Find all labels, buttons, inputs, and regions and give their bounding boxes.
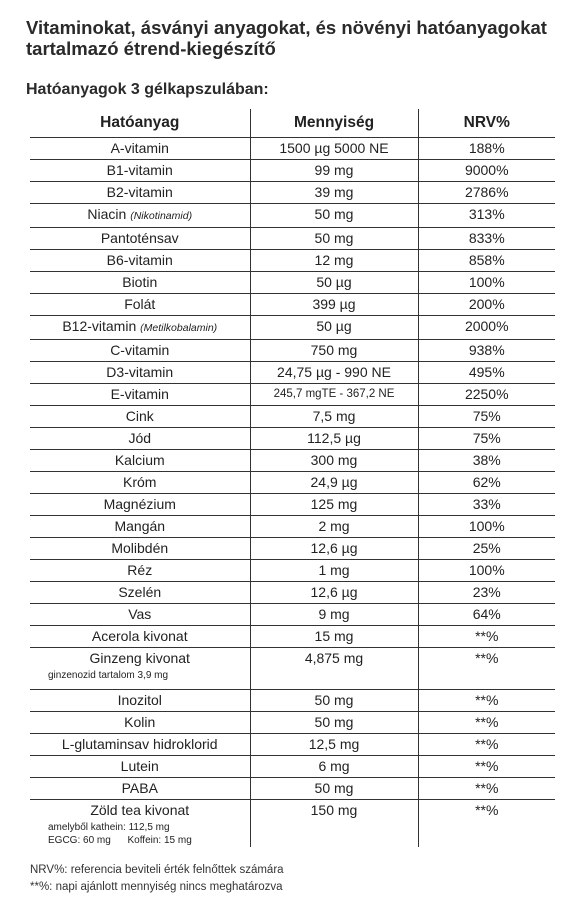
ingredient-cell	[30, 538, 250, 560]
ingredient-name: A-vitamin	[110, 140, 169, 156]
amount-cell: 750 mg	[250, 340, 418, 362]
table-row	[30, 604, 555, 626]
ingredient-name: Folát	[124, 296, 156, 312]
amount-cell: 112,5 µg	[250, 428, 418, 450]
ingredient-note: (Nikotinamid)	[130, 210, 193, 222]
footnote-nrv: NRV%: referencia beviteli érték felnőttek számára	[30, 864, 284, 876]
ingredient-name: B2-vitamin	[106, 184, 173, 200]
ingredient-name: D3-vitamin	[106, 364, 174, 380]
table-row	[30, 734, 555, 756]
table-row	[30, 494, 555, 516]
ingredient-cell	[30, 560, 250, 582]
nrv-cell: **%	[418, 712, 555, 734]
ingredient-cell	[30, 712, 250, 734]
amount-cell: 245,7 mgTE - 367,2 NE	[250, 384, 418, 406]
ingredient-cell	[30, 384, 250, 406]
nrv-cell: **%	[418, 756, 555, 778]
table-row	[30, 778, 555, 800]
nrv-cell: **%	[418, 626, 555, 648]
amount-cell: 50 µg	[250, 272, 418, 294]
table-row	[30, 362, 555, 384]
ingredient-name: L-glutaminsav hidroklorid	[61, 736, 218, 752]
nrv-cell: **%	[418, 734, 555, 756]
table-row	[30, 560, 555, 582]
ingredient-name: C-vitamin	[110, 342, 170, 358]
table-row	[30, 626, 555, 648]
ingredient-cell	[30, 362, 250, 384]
ingredient-cell	[30, 778, 250, 800]
nrv-cell: 62%	[418, 472, 555, 494]
nrv-cell: 38%	[418, 450, 555, 472]
ingredient-cell	[30, 250, 250, 272]
nrv-cell: 495%	[418, 362, 555, 384]
ingredient-name: Mangán	[114, 518, 166, 534]
table-row	[30, 160, 555, 182]
amount-cell: 24,9 µg	[250, 472, 418, 494]
nrv-cell: 23%	[418, 582, 555, 604]
ingredient-name: Vas	[128, 606, 152, 622]
ingredient-name: B6-vitamin	[106, 252, 173, 268]
table-row	[30, 516, 555, 538]
amount-cell: 300 mg	[250, 450, 418, 472]
amount-cell: 2 mg	[250, 516, 418, 538]
table-row	[30, 294, 555, 316]
amount-cell: 50 mg	[250, 690, 418, 712]
amount-cell: 50 mg	[250, 778, 418, 800]
amount-cell: 99 mg	[250, 160, 418, 182]
footnotes	[30, 862, 284, 896]
nrv-cell: **%	[418, 800, 555, 848]
ingredient-cell	[30, 316, 250, 340]
ingredient-cell	[30, 450, 250, 472]
ingredient-cell	[30, 182, 250, 204]
ingredient-cell	[30, 428, 250, 450]
ingredient-name: Króm	[123, 474, 157, 490]
ingredient-name: Pantoténsav	[100, 230, 179, 246]
table-row	[30, 316, 555, 340]
nrv-cell: 2786%	[418, 182, 555, 204]
ingredient-note: (Metilkobalamin)	[140, 322, 218, 334]
table-row	[30, 648, 555, 690]
ingredient-subnote-2: EGCG: 60 mg Koffein: 15 mg	[48, 835, 192, 846]
ingredient-name: Réz	[127, 562, 153, 578]
ingredient-name: Inozitol	[117, 692, 162, 708]
table-row	[30, 712, 555, 734]
table-row	[30, 472, 555, 494]
ingredient-name: PABA	[121, 780, 158, 796]
ingredient-cell	[30, 272, 250, 294]
ingredient-cell	[30, 406, 250, 428]
ingredient-name: Cink	[125, 408, 154, 424]
header-row	[30, 109, 555, 138]
ingredient-name: E-vitamin	[110, 386, 169, 402]
ingredient-cell	[30, 690, 250, 712]
amount-cell: 6 mg	[250, 756, 418, 778]
ingredient-name: Ginzeng kivonat	[89, 650, 190, 666]
ingredient-name: Magnézium	[103, 496, 176, 512]
ingredient-cell	[30, 204, 250, 228]
amount-cell: 12,5 mg	[250, 734, 418, 756]
amount-cell: 12,6 µg	[250, 582, 418, 604]
table-row	[30, 406, 555, 428]
ingredient-name: Lutein	[120, 758, 159, 774]
ingredient-cell	[30, 340, 250, 362]
ingredient-name: Kalcium	[114, 452, 165, 468]
table-row	[30, 204, 555, 228]
amount-cell: 1 mg	[250, 560, 418, 582]
ingredient-name: Biotin	[122, 274, 158, 290]
header-amount: Mennyiség	[250, 109, 418, 138]
ingredient-cell	[30, 472, 250, 494]
nrv-cell: 25%	[418, 538, 555, 560]
table-row	[30, 272, 555, 294]
nrv-cell: 2000%	[418, 316, 555, 340]
ingredient-cell	[30, 294, 250, 316]
ingredient-name: Molibdén	[111, 540, 169, 556]
ingredient-cell	[30, 516, 250, 538]
nrv-cell: 75%	[418, 406, 555, 428]
table-row	[30, 228, 555, 250]
nrv-cell: 2250%	[418, 384, 555, 406]
nrv-cell: 100%	[418, 516, 555, 538]
ingredient-cell	[30, 604, 250, 626]
nrv-cell: 64%	[418, 604, 555, 626]
table-row	[30, 428, 555, 450]
ingredient-name: Jód	[128, 430, 152, 446]
nrv-cell: **%	[418, 778, 555, 800]
page-title: Vitaminokat, ásványi anyagokat, és növényi hatóanyagokat tartalmazó étrend-kiegészítő	[26, 17, 547, 59]
nrv-cell: 833%	[418, 228, 555, 250]
ingredient-name: Niacin	[87, 206, 127, 222]
amount-cell: 24,75 µg - 990 NE	[250, 362, 418, 384]
amount-cell: 50 mg	[250, 204, 418, 228]
amount-cell: 39 mg	[250, 182, 418, 204]
nrv-cell: 200%	[418, 294, 555, 316]
ingredient-cell	[30, 756, 250, 778]
header-ingredient: Hatóanyag	[30, 109, 250, 138]
nrv-cell: 313%	[418, 204, 555, 228]
ingredient-name: Acerola kivonat	[91, 628, 188, 644]
table-row	[30, 450, 555, 472]
amount-cell: 50 mg	[250, 712, 418, 734]
nrv-cell: 9000%	[418, 160, 555, 182]
amount-cell: 7,5 mg	[250, 406, 418, 428]
table-row	[30, 340, 555, 362]
ingredient-name: B12-vitamin	[62, 318, 137, 334]
amount-cell: 399 µg	[250, 294, 418, 316]
nrv-cell: 858%	[418, 250, 555, 272]
table-row	[30, 800, 555, 848]
ingredient-name: Szelén	[118, 584, 162, 600]
ingredient-name: B1-vitamin	[106, 162, 173, 178]
table-row	[30, 756, 555, 778]
table-row	[30, 250, 555, 272]
nrv-cell: 100%	[418, 560, 555, 582]
ingredient-cell	[30, 160, 250, 182]
amount-cell: 12,6 µg	[250, 538, 418, 560]
ingredient-name: Kolin	[124, 714, 156, 730]
nrv-cell: **%	[418, 690, 555, 712]
header-nrv: NRV%	[418, 109, 555, 138]
nrv-cell: 100%	[418, 272, 555, 294]
amount-cell: 9 mg	[250, 604, 418, 626]
ingredient-subnote: ginzenozid tartalom 3,9 mg	[48, 670, 169, 681]
nrv-cell: 33%	[418, 494, 555, 516]
ingredient-cell	[30, 648, 250, 690]
nrv-cell: **%	[418, 648, 555, 690]
amount-cell: 12 mg	[250, 250, 418, 272]
amount-cell: 1500 µg 5000 NE	[250, 138, 418, 160]
table-row	[30, 538, 555, 560]
amount-cell: 4,875 mg	[250, 648, 418, 690]
ingredient-cell	[30, 228, 250, 250]
nrv-cell: 75%	[418, 428, 555, 450]
amount-cell: 50 mg	[250, 228, 418, 250]
ingredient-cell	[30, 138, 250, 160]
ingredients-table	[30, 109, 555, 847]
ingredient-cell	[30, 734, 250, 756]
amount-cell: 150 mg	[250, 800, 418, 848]
table-row	[30, 690, 555, 712]
nrv-cell: 188%	[418, 138, 555, 160]
ingredient-cell	[30, 800, 250, 848]
table-row	[30, 138, 555, 160]
ingredient-subnote: amelyből kathein: 112,5 mg	[48, 822, 170, 833]
amount-cell: 50 µg	[250, 316, 418, 340]
ingredient-cell	[30, 626, 250, 648]
nrv-cell: 938%	[418, 340, 555, 362]
table-row	[30, 582, 555, 604]
subtitle: Hatóanyagok 3 gélkapszulában:	[26, 81, 269, 98]
ingredient-cell	[30, 582, 250, 604]
table-row	[30, 384, 555, 406]
ingredient-name: Zöld tea kivonat	[90, 802, 190, 818]
footnote-undefined: **%: napi ajánlott mennyiség nincs meghatározva	[30, 881, 283, 893]
amount-cell: 125 mg	[250, 494, 418, 516]
amount-cell: 15 mg	[250, 626, 418, 648]
table-row	[30, 182, 555, 204]
ingredient-cell	[30, 494, 250, 516]
